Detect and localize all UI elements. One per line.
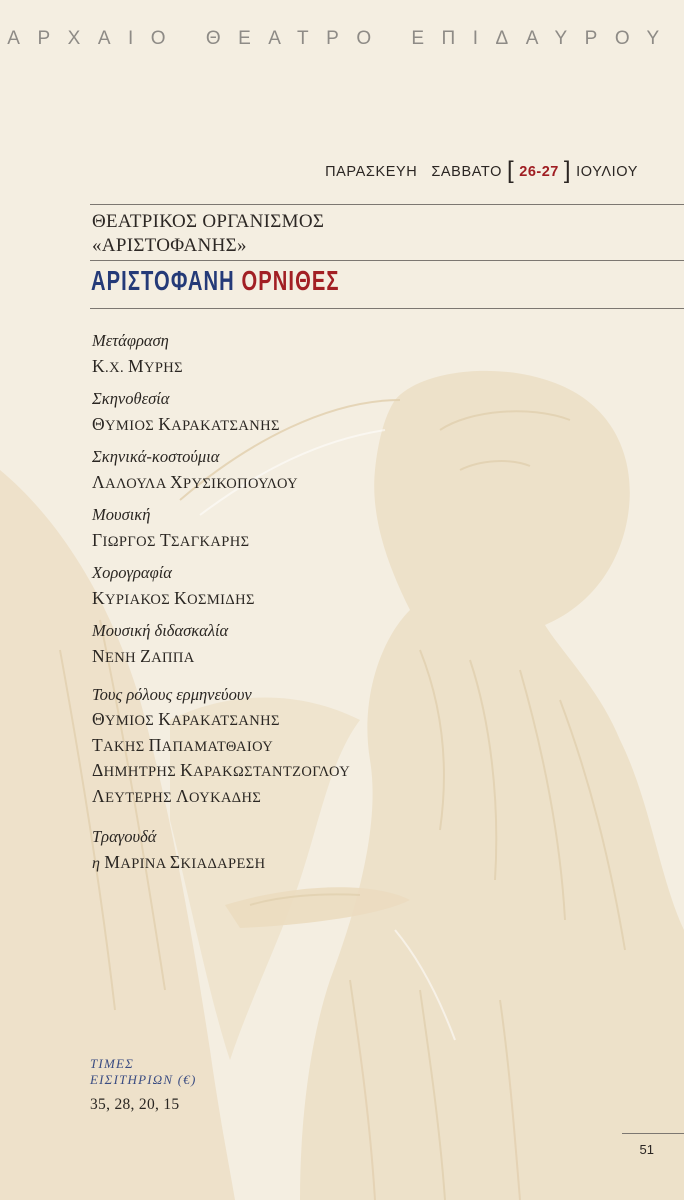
prices-values: 35, 28, 20, 15	[90, 1096, 180, 1113]
day-friday: ΠΑΡΑΣΚΕΥΗ	[325, 164, 418, 180]
songs-label: Τραγουδά	[92, 827, 157, 846]
credit-name: ΓΙΩΡΓΟΣ ΤΣΑΓΚΑΡΗΣ	[92, 530, 250, 550]
bracket-open: [	[507, 157, 515, 184]
page-number: 51	[639, 1142, 654, 1157]
performance-dates	[325, 157, 638, 184]
prices-label-line-2: ΕΙΣΙΤΗΡΙΩΝ (€)	[90, 1072, 197, 1087]
play-title	[91, 265, 340, 297]
credit-item	[92, 618, 612, 671]
songs-performer	[92, 850, 612, 877]
divider-top	[90, 204, 684, 205]
organization-line-2: «ΑΡΙΣΤΟΦΑΝΗΣ»	[92, 235, 247, 256]
divider-footer	[622, 1133, 684, 1134]
credit-name: Κ.Χ. ΜΥΡΗΣ	[92, 356, 184, 376]
credits-list	[92, 328, 612, 877]
cast-name: ΤΑΚΗΣ ΠΑΠΑΜΑΤΘΑΙΟΥ	[92, 734, 274, 755]
credit-item	[92, 502, 612, 555]
cast-section	[92, 682, 612, 810]
credit-item	[92, 444, 612, 497]
credit-role: Μετάφραση	[92, 331, 169, 350]
cast-name: ΔΗΜΗΤΡΗΣ ΚΑΡΑΚΩΣΤΑΝΤΖΟΓΛΟΥ	[92, 760, 351, 780]
credit-name: ΘΥΜΙΟΣ ΚΑΡΑΚΑΤΣΑΝΗΣ	[92, 414, 280, 434]
credit-item	[92, 386, 612, 439]
cast-label: Τους ρόλους ερμηνεύουν	[92, 685, 252, 704]
date-numbers: 26-27	[519, 164, 559, 180]
play-name: ΟΡΝΙΘΕΣ	[241, 265, 340, 296]
credit-item	[92, 560, 612, 613]
credit-role: Χορογραφία	[92, 563, 172, 582]
credit-name: ΛΑΛΟΥΛΑ ΧΡΥΣΙΚΟΠΟΥΛΟΥ	[92, 472, 299, 492]
credit-name: ΚΥΡΙΑΚΟΣ ΚΟΣΜΙΔΗΣ	[92, 588, 255, 608]
play-author: ΑΡΙΣΤΟΦΑΝΗ	[91, 265, 235, 296]
divider-lower-title	[90, 308, 684, 309]
credit-item	[92, 328, 612, 381]
credit-role: Σκηνοθεσία	[92, 389, 170, 408]
ticket-prices	[90, 1056, 197, 1114]
venue-header: ΑΡΧΑΙΟ ΘΕΑΤΡΟ ΕΠΙΔΑΥΡΟΥ	[7, 28, 677, 49]
cast-name: ΘΥΜΙΟΣ ΚΑΡΑΚΑΤΣΑΝΗΣ	[92, 709, 280, 729]
credit-role: Μουσική	[92, 505, 151, 524]
cast-name: ΛΕΥΤΕΡΗΣ ΛΟΥΚΑΔΗΣ	[92, 785, 262, 806]
songs-name: ΜΑΡΙΝΑ ΣΚΙΑΔΑΡΕΣΗ	[104, 852, 266, 872]
organization-name	[92, 210, 324, 258]
day-saturday: ΣΑΒΒΑΤΟ	[431, 164, 502, 180]
credit-name: ΝΕΝΗ ΖΑΠΠΑ	[92, 646, 195, 666]
credit-role: Σκηνικά-κοστούμια	[92, 447, 220, 466]
credit-role: Μουσική διδασκαλία	[92, 621, 229, 640]
bracket-close: ]	[563, 157, 572, 184]
month-july: ΙΟΥΛΙΟΥ	[576, 164, 638, 180]
songs-article: η	[92, 855, 101, 872]
divider-upper-title	[90, 260, 684, 261]
organization-line-1: ΘΕΑΤΡΙΚΟΣ ΟΡΓΑΝΙΣΜΟΣ	[92, 211, 325, 232]
prices-label-line-1: ΤΙΜΕΣ	[90, 1056, 135, 1071]
songs-section	[92, 824, 612, 877]
